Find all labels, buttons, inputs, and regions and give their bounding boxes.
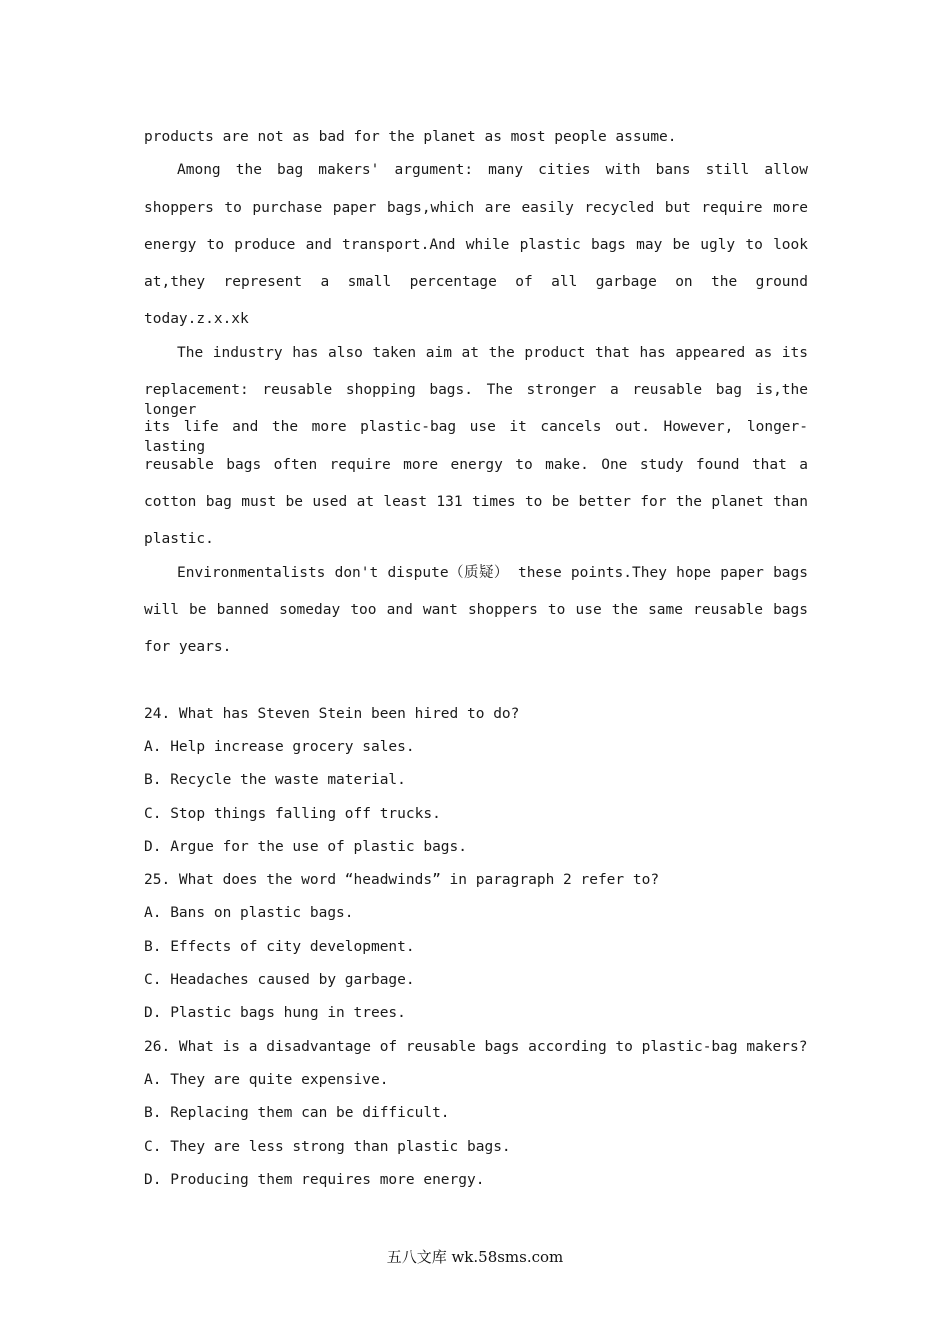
question-25-option-b: B. Effects of city development. <box>144 939 415 955</box>
passage-line: for years. <box>144 639 232 655</box>
question-26-option-d: D. Producing them requires more energy. <box>144 1172 485 1188</box>
page-footer: 五八文库 wk.58sms.com <box>386 1248 564 1266</box>
question-24-stem: 24. What has Steven Stein been hired to do? <box>144 706 520 722</box>
passage-line: its life and the more plastic-bag use it cancels out. However, longer-lasting <box>144 419 808 455</box>
passage-line: reusable bags often require more energy to make. One study found that a <box>144 457 808 473</box>
passage-line: The industry has also taken aim at the product that has appeared as its <box>177 345 808 361</box>
passage-line: will be banned someday too and want shoppers to use the same reusable bags <box>144 602 808 618</box>
question-24-option-b: B. Recycle the waste material. <box>144 772 406 788</box>
question-26-stem: 26. What is a disadvantage of reusable bags according to plastic-bag makers? <box>144 1039 808 1055</box>
passage-line: energy to produce and transport.And while plastic bags may be ugly to look <box>144 237 808 253</box>
question-25-option-c: C. Headaches caused by garbage. <box>144 972 415 988</box>
question-24-option-a: A. Help increase grocery sales. <box>144 739 415 755</box>
passage-line: replacement: reusable shopping bags. The stronger a reusable bag is,the longer <box>144 382 808 418</box>
passage-line: cotton bag must be used at least 131 times to be better for the planet than <box>144 494 808 510</box>
question-24-option-d: D. Argue for the use of plastic bags. <box>144 839 468 855</box>
question-24-option-c: C. Stop things falling off trucks. <box>144 806 441 822</box>
question-25-option-a: A. Bans on plastic bags. <box>144 905 354 921</box>
question-26-option-c: C. They are less strong than plastic bags. <box>144 1139 511 1155</box>
passage-line: products are not as bad for the planet as most people assume. <box>144 129 677 145</box>
question-25-option-d: D. Plastic bags hung in trees. <box>144 1005 406 1021</box>
passage-line: shoppers to purchase paper bags,which are easily recycled but require more <box>144 200 808 216</box>
passage-line: today.z.x.xk <box>144 311 249 327</box>
passage-line: Among the bag makers' argument: many cities with bans still allow <box>177 162 808 178</box>
question-25-stem: 25. What does the word “headwinds” in paragraph 2 refer to? <box>144 872 660 888</box>
passage-line: Environmentalists don't dispute（质疑） these points.They hope paper bags <box>177 565 808 581</box>
passage-line: at,they represent a small percentage of all garbage on the ground <box>144 274 808 290</box>
question-26-option-b: B. Replacing them can be difficult. <box>144 1105 450 1121</box>
question-26-option-a: A. They are quite expensive. <box>144 1072 389 1088</box>
passage-line: plastic. <box>144 531 214 547</box>
